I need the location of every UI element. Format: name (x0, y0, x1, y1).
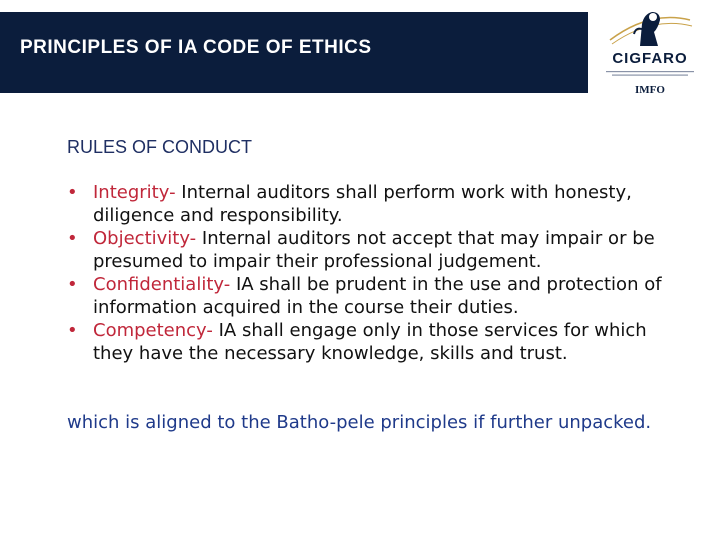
bullet-icon: • (67, 228, 78, 249)
rule-term: Integrity- (93, 182, 176, 203)
bullet-icon: • (67, 274, 78, 295)
bullet-icon: • (67, 320, 78, 341)
bullet-icon: • (67, 182, 78, 203)
rule-text: IA shall engage only in those services for which they have the necessary knowledge, skills and trust. (93, 320, 647, 364)
rule-item-objectivity (67, 227, 687, 273)
rule-item-integrity (67, 181, 687, 227)
cigfaro-logo (600, 6, 700, 98)
rules-list (67, 181, 687, 365)
logo-tagline (606, 70, 694, 79)
rule-text: IA shall be prudent in the use and protection of information acquired in the course their duties. (93, 274, 662, 318)
rule-term: Competency- (93, 320, 213, 341)
lion-emblem-icon (600, 6, 700, 52)
section-heading: RULES OF CONDUCT (67, 137, 253, 157)
rule-term: Confidentiality- (93, 274, 231, 295)
rule-text: Internal auditors shall perform work with honesty, diligence and responsibility. (93, 182, 632, 226)
logo-sub-label: IMFO (635, 84, 665, 96)
rule-item-confidentiality (67, 273, 687, 319)
rule-term: Objectivity- (93, 228, 197, 249)
rule-text: Internal auditors not accept that may impair or be presumed to impair their professional judgement. (93, 228, 655, 272)
page-title: PRINCIPLES OF IA CODE OF ETHICS (20, 37, 372, 58)
closing-note: which is aligned to the Batho-pele principles if further unpacked. (67, 412, 652, 433)
rule-item-competency (67, 319, 687, 365)
logo-wordmark: CIGFARO (612, 50, 688, 67)
